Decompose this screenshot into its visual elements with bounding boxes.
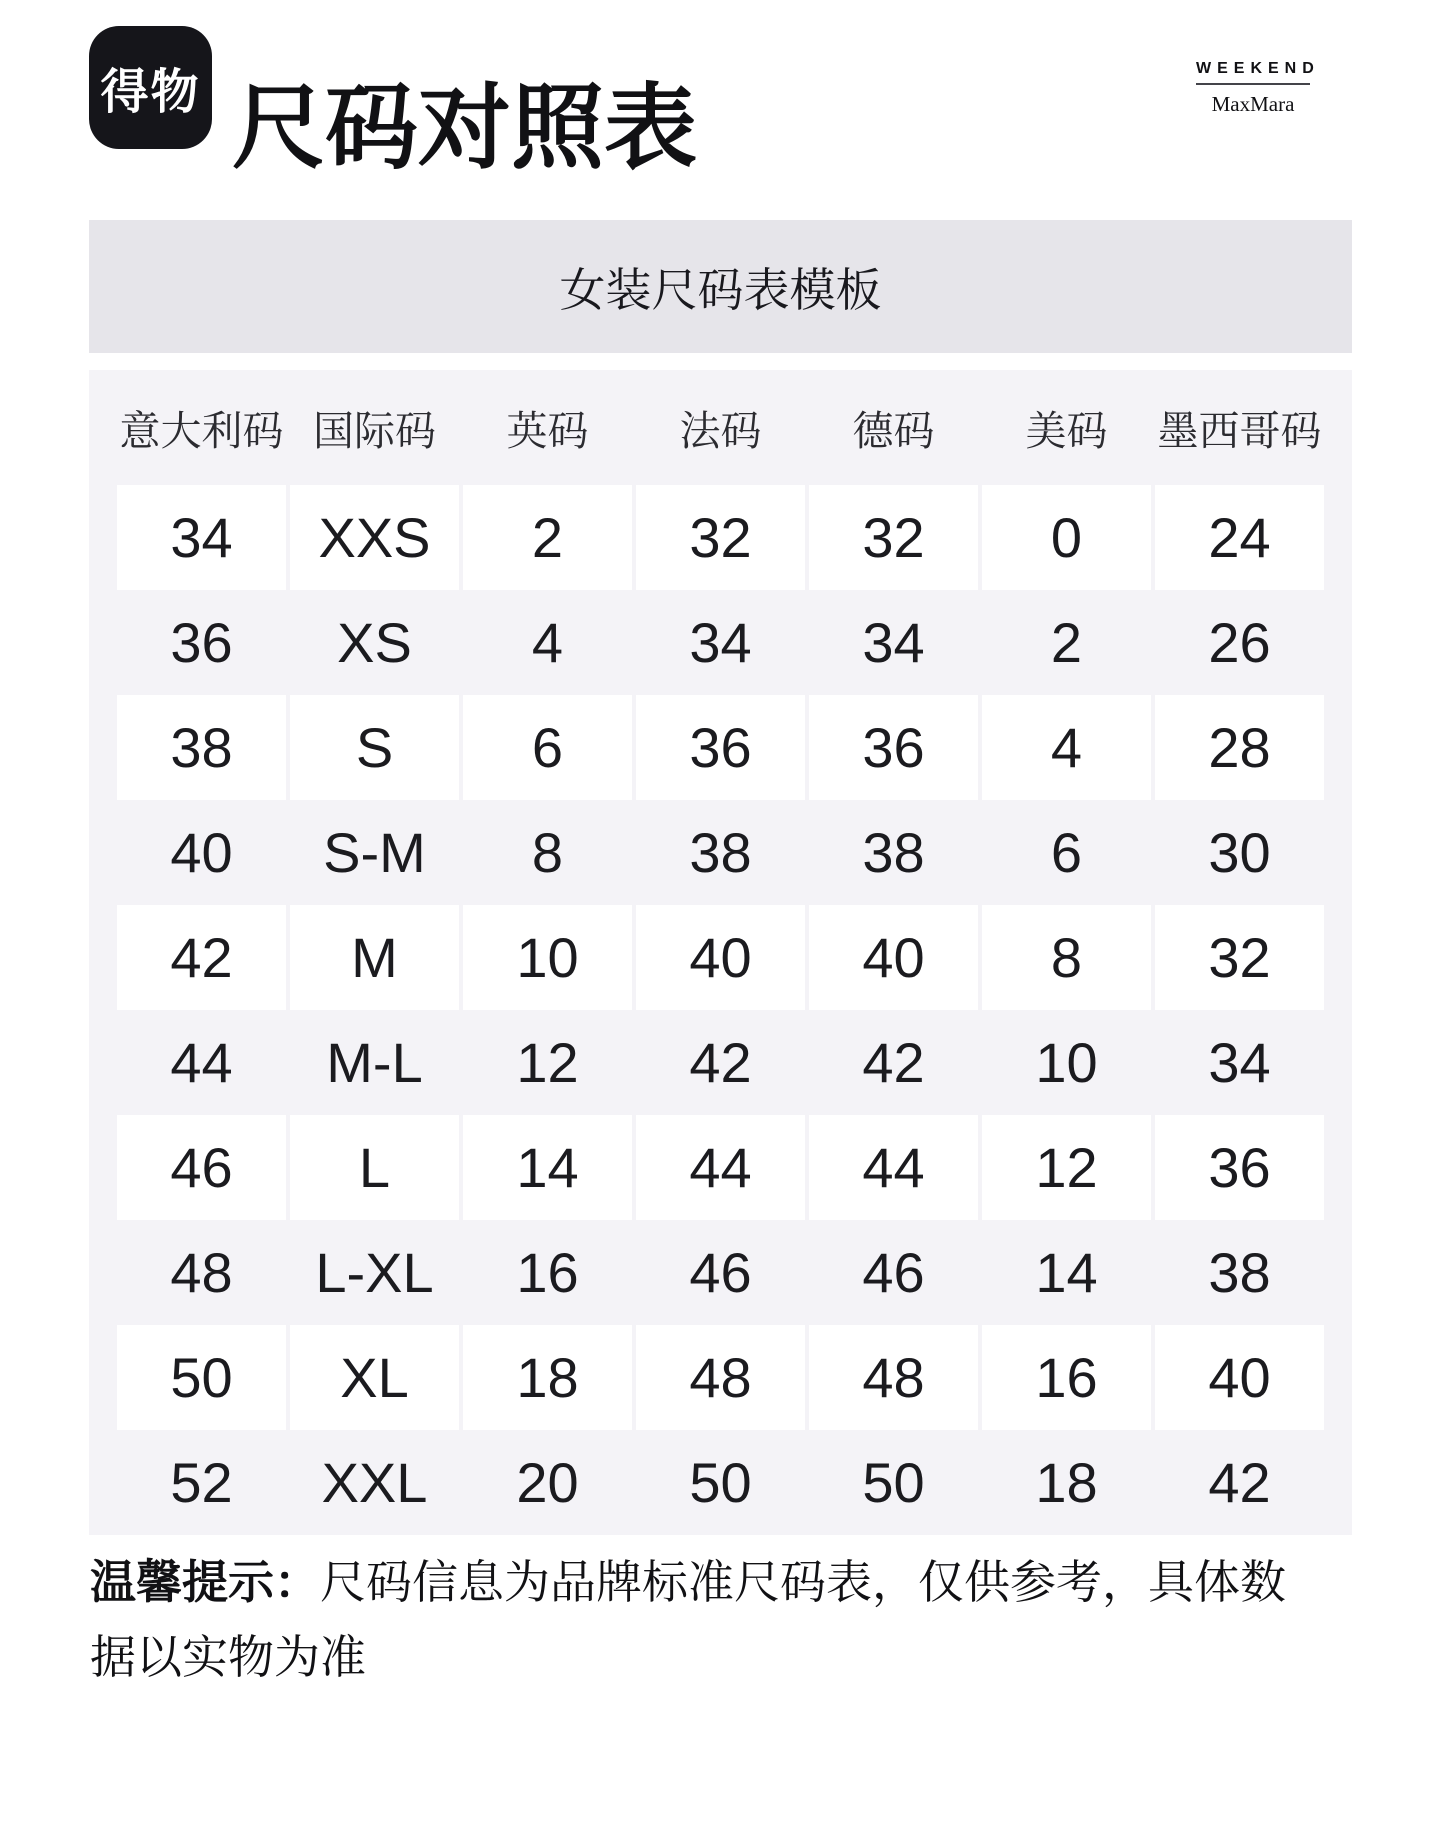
table-cell: 48 (170, 1241, 233, 1304)
table-cell: XS (337, 611, 412, 674)
table-cell: 14 (1035, 1241, 1098, 1304)
table-cell: 44 (170, 1031, 233, 1094)
notice (90, 1545, 1360, 1695)
table-cell: 40 (1155, 1325, 1324, 1430)
table-cell: XXS (290, 485, 459, 590)
table-cell: L (290, 1115, 459, 1220)
table-cell: 46 (862, 1241, 925, 1304)
column-header: 美码 (1025, 408, 1108, 454)
table-cell: M (290, 905, 459, 1010)
notice-text: 尺码信息为品牌标准尺码表，仅供参考，具体数 (320, 1556, 1286, 1608)
column-header: 德码 (852, 408, 935, 454)
table-header-row (117, 370, 1324, 485)
column-header: 墨西哥码 (1157, 408, 1322, 454)
table-cell: 8 (982, 905, 1151, 1010)
table-row (117, 1010, 1324, 1115)
table-cell: 36 (809, 695, 978, 800)
table-cell: 30 (1208, 821, 1271, 884)
table-cell: 38 (689, 821, 752, 884)
banner (89, 220, 1352, 353)
table-cell: 14 (463, 1115, 632, 1220)
column-header: 国际码 (313, 408, 436, 454)
notice-line2: 据以实物为准 (90, 1631, 366, 1683)
page-title: 尺码对照表 (232, 76, 697, 180)
notice-label: 温馨提示： (90, 1556, 320, 1608)
table-cell: 46 (689, 1241, 752, 1304)
table-cell: 20 (516, 1451, 579, 1514)
table-cell: 24 (1155, 485, 1324, 590)
table-cell: 46 (117, 1115, 286, 1220)
table-cell: 2 (463, 485, 632, 590)
table-cell: 38 (1208, 1241, 1271, 1304)
dewu-logo (89, 26, 212, 149)
table-cell: 38 (117, 695, 286, 800)
table-cell: 34 (689, 611, 752, 674)
table-cell: 36 (636, 695, 805, 800)
brand-weekend-text: WEEKEND (1196, 60, 1320, 77)
table-cell: 10 (463, 905, 632, 1010)
table-cell: XL (290, 1325, 459, 1430)
table-cell: 48 (636, 1325, 805, 1430)
table-cell: 34 (1208, 1031, 1271, 1094)
table-cell: S-M (323, 821, 426, 884)
table-cell: 18 (1035, 1451, 1098, 1514)
table-cell: 2 (1050, 611, 1083, 674)
table-cell: 32 (636, 485, 805, 590)
table-cell: 28 (1155, 695, 1324, 800)
table-cell: 6 (463, 695, 632, 800)
table-cell: 42 (1208, 1451, 1271, 1514)
column-header: 法码 (679, 408, 762, 454)
table-cell: 12 (982, 1115, 1151, 1220)
table-cell: 48 (809, 1325, 978, 1430)
table-cell: 38 (862, 821, 925, 884)
table-cell: 50 (117, 1325, 286, 1430)
table-cell: 36 (170, 611, 233, 674)
table-cell: S (290, 695, 459, 800)
table-cell: M-L (326, 1031, 423, 1094)
table-cell: 40 (809, 905, 978, 1010)
table-row (117, 485, 1324, 590)
table-cell: 4 (982, 695, 1151, 800)
table-row (117, 1115, 1324, 1220)
dewu-logo-text: 得物 (100, 66, 201, 119)
table-cell: 4 (531, 611, 564, 674)
table-cell: 34 (862, 611, 925, 674)
table-row (117, 1430, 1324, 1535)
table-cell: 32 (809, 485, 978, 590)
table-cell: 50 (862, 1451, 925, 1514)
table-cell: 36 (1155, 1115, 1324, 1220)
table-cell: 44 (809, 1115, 978, 1220)
table-cell: 50 (689, 1451, 752, 1514)
brand-underline (1196, 83, 1310, 85)
brand-logo (1196, 60, 1320, 117)
table-cell: 6 (1050, 821, 1083, 884)
table-row (117, 590, 1324, 695)
table-cell: 16 (982, 1325, 1151, 1430)
table-cell: L-XL (315, 1241, 434, 1304)
table-row (117, 800, 1324, 905)
table-cell: 18 (463, 1325, 632, 1430)
table-cell: 40 (636, 905, 805, 1010)
size-table (89, 370, 1352, 1535)
table-row (117, 1220, 1324, 1325)
table-cell: 44 (636, 1115, 805, 1220)
table-cell: 0 (982, 485, 1151, 590)
table-row (117, 905, 1324, 1010)
table-cell: 40 (170, 821, 233, 884)
column-header: 英码 (506, 408, 589, 454)
banner-title: 女装尺码表模板 (559, 263, 882, 316)
table-cell: 12 (516, 1031, 579, 1094)
table-cell: 42 (117, 905, 286, 1010)
column-header: 意大利码 (119, 408, 284, 454)
table-cell: 16 (516, 1241, 579, 1304)
table-cell: 26 (1208, 611, 1271, 674)
table-cell: 32 (1155, 905, 1324, 1010)
table-row (117, 1325, 1324, 1430)
brand-maxmara-text: MaxMara (1211, 92, 1295, 116)
table-cell: 42 (689, 1031, 752, 1094)
table-cell: 8 (531, 821, 564, 884)
table-cell: 34 (117, 485, 286, 590)
table-cell: 42 (862, 1031, 925, 1094)
notice-line1 (90, 1545, 1360, 1620)
table-row (117, 695, 1324, 800)
table-cell: 52 (170, 1451, 233, 1514)
table-cell: 10 (1035, 1031, 1098, 1094)
table-cell: XXL (321, 1451, 428, 1514)
